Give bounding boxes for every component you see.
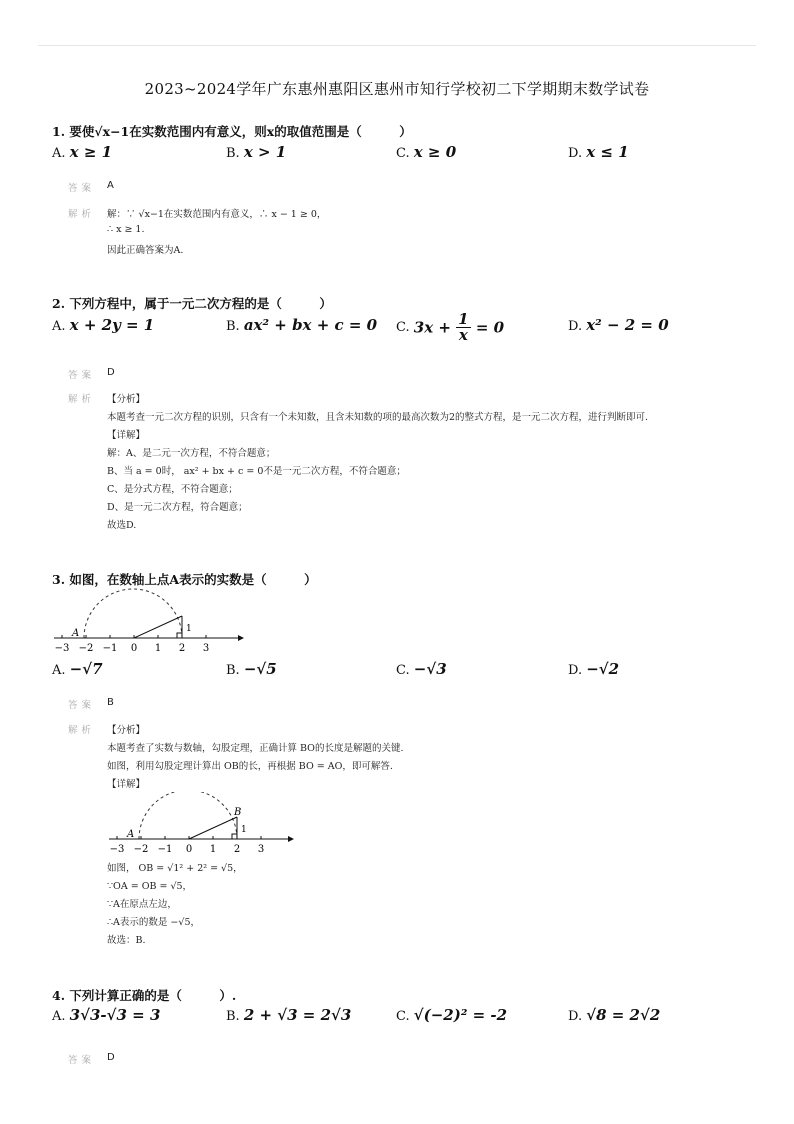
right-angle-mark xyxy=(177,633,182,638)
axis-arrow xyxy=(238,635,244,641)
q2-analysis-line: 本题考查一元二次方程的识别，只含有一个未知数，且含未知数的项的最高次数为2的整式方程，是一元二次方程，进行判断即可. xyxy=(107,412,649,423)
point-b-label: B xyxy=(234,807,242,818)
q3-option-d[interactable]: D. −√2 xyxy=(568,660,620,678)
q1-option-a[interactable]: A. x ≥ 1 xyxy=(52,143,113,161)
segment-one-label: 1 xyxy=(186,624,192,634)
q1-analysis-label: 解析 xyxy=(68,209,96,220)
q1-analysis-line: 因此正确答案为A. xyxy=(107,245,184,256)
q3-analysis-line: 如图，利用勾股定理计算出 OB的长，再根据 BO = AO，即可解答. xyxy=(107,761,393,772)
q2-option-d[interactable]: D. x² − 2 = 0 xyxy=(568,316,669,334)
q3-analysis-label: 解析 xyxy=(68,725,96,736)
q2-analysis-line: B、当 a = 0时， ax² + bx + c = 0不是一元二次方程，不符合题意； xyxy=(107,466,406,477)
q1-option-c[interactable]: C. x ≥ 0 xyxy=(396,143,457,161)
tick-label: 0 xyxy=(185,844,193,855)
point-a-label: A xyxy=(72,628,80,639)
q3-analysis-line: 【详解】 xyxy=(107,779,146,790)
q2-answer-label: 答案 xyxy=(68,370,96,381)
q2-option-a[interactable]: A. x + 2y = 1 xyxy=(52,316,155,334)
q3-answer: B xyxy=(107,697,114,708)
tick-label: 0 xyxy=(130,643,138,654)
header-rule xyxy=(38,45,756,46)
question-4-stem: 4. 下列计算正确的是（ ）. xyxy=(52,988,237,1003)
question-3-stem: 3. 如图，在数轴上点A表示的实数是（ ） xyxy=(52,572,317,587)
question-1-stem: 1. 要使√x−1在实数范围内有意义，则x的取值范围是（ ） xyxy=(52,124,412,139)
q3-option-c[interactable]: C. −√3 xyxy=(396,660,447,678)
tick-label: −1 xyxy=(157,844,173,855)
point-a-label: A xyxy=(127,829,135,840)
tick-label: 1 xyxy=(209,844,217,855)
tick-label: −2 xyxy=(78,643,94,654)
q1-answer: A xyxy=(107,180,114,191)
tick-label: −2 xyxy=(133,844,149,855)
q4-option-b[interactable]: B. 2 + √3 = 2√3 xyxy=(226,1006,352,1024)
q3-analysis-line: 【分析】 xyxy=(107,725,146,736)
q2-analysis-line: 【详解】 xyxy=(107,430,146,441)
q2-option-c[interactable]: C. 3x + $\frac{1}{x}$ = 0 xyxy=(396,310,505,344)
q3-analysis-line: ∵OA = OB = √5， xyxy=(107,881,193,892)
hypotenuse-ob xyxy=(189,817,237,839)
q1-analysis-line: 解：∵ √x−1在实数范围内有意义，∴ x − 1 ≥ 0， xyxy=(107,209,327,220)
tick-label: 2 xyxy=(178,643,186,654)
tick-label: −3 xyxy=(54,643,70,654)
q2-analysis-line: C、是分式方程，不符合题意； xyxy=(107,484,238,495)
q3-analysis-line: ∴A表示的数是 −√5， xyxy=(107,917,200,928)
segment-one-label: 1 xyxy=(241,825,247,835)
q2-analysis-line: 【分析】 xyxy=(107,394,146,405)
tick-label: 3 xyxy=(202,643,210,654)
tick-label: −1 xyxy=(102,643,118,654)
q1-analysis-line: ∴ x ≥ 1. xyxy=(107,224,145,235)
q4-option-a[interactable]: A. 3√3-√3 = 3 xyxy=(52,1006,161,1024)
page-title: 2023~2024学年广东惠州惠阳区惠州市知行学校初二下学期期末数学试卷 xyxy=(144,80,650,98)
q4-option-c[interactable]: C. √(−2)² = -2 xyxy=(396,1006,508,1024)
q2-answer: D xyxy=(107,367,115,378)
arc-dashed xyxy=(139,792,237,839)
tick-label: 3 xyxy=(257,844,265,855)
q1-answer-label: 答案 xyxy=(68,183,96,194)
q3-analysis-line: 如图， OB = √1² + 2² = √5， xyxy=(107,863,243,874)
q3-option-a[interactable]: A. −√7 xyxy=(52,660,103,678)
hypotenuse-ob xyxy=(134,616,182,638)
number-line-figure-detail xyxy=(105,792,295,856)
q3-answer-label: 答案 xyxy=(68,700,96,711)
q4-answer-label: 答案 xyxy=(68,1055,96,1066)
tick-label: −3 xyxy=(109,844,125,855)
arc-dashed xyxy=(84,589,182,638)
q4-answer: D xyxy=(107,1052,115,1063)
axis-arrow xyxy=(288,836,294,842)
q2-analysis-label: 解析 xyxy=(68,394,96,405)
q3-analysis-line: 本题考查了实数与数轴，勾股定理，正确计算 BO的长度是解题的关键. xyxy=(107,743,404,754)
q3-analysis-line: 故选：B. xyxy=(107,935,146,946)
q2-analysis-line: 故选D. xyxy=(107,520,137,531)
q3-option-b[interactable]: B. −√5 xyxy=(226,660,277,678)
q1-option-d[interactable]: D. x ≤ 1 xyxy=(568,143,629,161)
q4-option-d[interactable]: D. √8 = 2√2 xyxy=(568,1006,661,1024)
q2-analysis-line: 解：A、是二元一次方程，不符合题意； xyxy=(107,448,276,459)
q3-analysis-line: ∵A在原点左边， xyxy=(107,899,177,910)
q2-analysis-line: D、是一元二次方程，符合题意； xyxy=(107,502,248,513)
q2-option-b[interactable]: B. ax² + bx + c = 0 xyxy=(226,316,378,334)
question-2-stem: 2. 下列方程中，属于一元二次方程的是（ ） xyxy=(52,296,332,311)
tick-label: 2 xyxy=(233,844,241,855)
q1-option-b[interactable]: B. x > 1 xyxy=(226,143,287,161)
tick-label: 1 xyxy=(154,643,162,654)
right-angle-mark xyxy=(232,834,237,839)
number-line-figure xyxy=(50,585,245,655)
